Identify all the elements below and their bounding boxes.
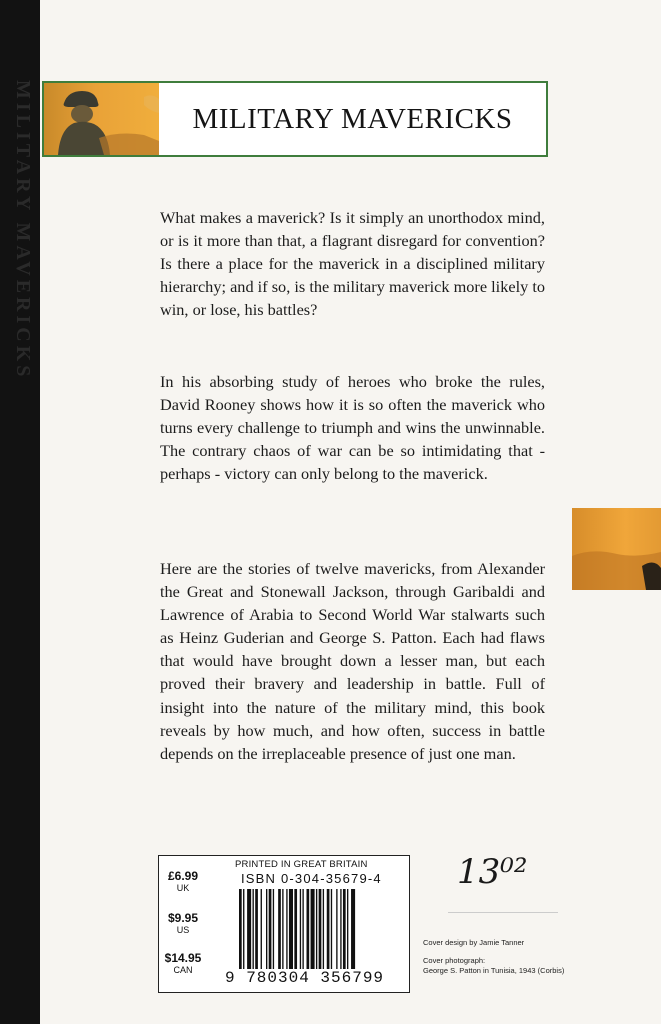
isbn-number: ISBN 0-304-35679-4 [241,871,382,886]
spine-title: MILITARY MAVERICKS [12,80,34,381]
book-spine [0,0,40,1024]
price-uk: £6.99 UK [167,869,199,893]
barcode-icon [239,889,399,969]
price-can: $14.95 CAN [164,951,202,975]
ean-digits: 9 780304 356799 [225,969,385,987]
price-us: $9.95 US [167,911,199,935]
soldier-silhouette-icon [44,83,159,155]
blurb-paragraph-2: In his absorbing study of heroes who broke the rules, David Rooney shows how it is so often the maverick who turns every challenge to triumph and wins the unwinnable. The contrary chaos of war can be so intimidating that - perhaps - victory can only belong to the maverick. [160,372,545,484]
soldier-photo [44,83,159,155]
title-banner [42,81,548,157]
battlefield-photo-icon [572,508,661,590]
cover-design-credit: Cover design by Jamie Tanner [423,938,525,947]
barcode-panel [158,855,410,993]
orange-photo-tab [572,508,661,590]
svg-text:13⁰²: 13⁰² [457,852,528,890]
handwritten-price [455,845,565,890]
blurb-paragraph-3: Here are the stories of twelve mavericks, from Alexander the Great and Stonewall Jackson, through Garibaldi and Lawrence of Arabia to Second World War stalwarts such as Heinz Guderian and George S. Patton. Each had flaws that would have brought down a lesser man, but each proved their bravery and leadership in battle. Full of insight into the nature of the military mind, this book reveals by how much, and how often, success in battle depends on the irreplaceable presence of just one man. [160,559,545,763]
divider [448,912,558,913]
blurb-paragraph-1: What makes a maverick? Is it simply an unorthodox mind, or is it more than that, a flagrant disregard for convention? Is there a place for the maverick in a disciplined military hierarchy; and if so, is the military maverick more likely to win, or lose, his battles? [160,208,545,320]
cover-photo-desc: George S. Patton in Tunisia, 1943 (Corbis) [423,966,565,975]
cover-photo-label: Cover photograph: [423,956,486,965]
page-title: MILITARY MAVERICKS [192,102,513,135]
printed-in-label: PRINTED IN GREAT BRITAIN [235,859,368,870]
cover-photo-credit [423,956,573,976]
